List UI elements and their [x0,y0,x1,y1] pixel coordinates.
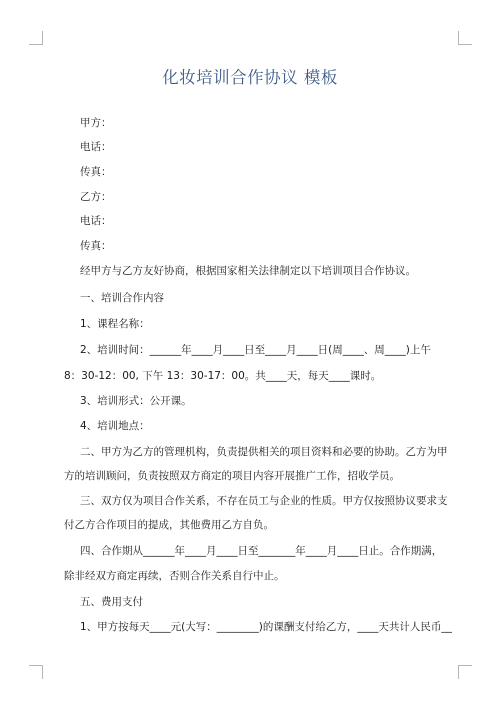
section-heading-5: 五、费用支付 [80,596,143,608]
section-3-line-2: 付乙方合作项目的提成，其他费用乙方自负。 [64,519,274,531]
crop-mark-top-right [458,31,472,45]
section-heading-1: 一、培训合作内容 [80,292,164,304]
clause-training-time: 2、培训时间：______年____月____日至____月____日(周____、周____)上午 [80,344,431,356]
crop-mark-bottom-left [29,665,43,679]
party-a-phone-label: 电话： [80,141,112,153]
clause-payment: 1、甲方按每天____元(大写：________)的课酬支付给乙方，____天共计人民币__ [80,621,452,633]
crop-mark-top-left [29,31,43,45]
clause-training-time-cont: 8：30-12：00, 下午 13：30-17：00。共____天，每天____课时。 [64,370,382,382]
party-a-fax-label: 传真： [80,166,112,178]
crop-mark-bottom-right [458,665,472,679]
section-4-line-2: 除非经双方商定再续，否则合作关系自行中止。 [64,570,285,582]
section-2-line-2: 方的培训顾问，负责按照双方商定的项目内容开展推广工作，招收学员。 [64,470,400,482]
document-title: 化妆培训合作协议 模板 [162,68,338,87]
clause-training-format: 3、培训形式：公开课。 [80,395,192,407]
clause-training-location: 4、培训地点： [80,420,150,432]
party-b-phone-label: 电话： [80,215,112,227]
party-a-label: 甲方： [80,117,112,129]
clause-course-name: 1、课程名称： [80,318,150,330]
section-4-line-1: 四、合作期从______年____月____日至_______年____月____日止。合作期满， [80,545,443,557]
section-2-line-1: 二、甲方为乙方的管理机构，负责提供相关的项目资料和必要的协助。乙方为甲 [80,446,448,458]
section-3-line-1: 三、双方仅为项目合作关系，不存在员工与企业的性质。甲方仅按照协议要求支 [80,495,448,507]
intro-paragraph: 经甲方与乙方友好协商，根据国家相关法律制定以下培训项目合作协议。 [80,265,416,277]
party-b-fax-label: 传真： [80,240,112,252]
party-b-label: 乙方： [80,191,112,203]
